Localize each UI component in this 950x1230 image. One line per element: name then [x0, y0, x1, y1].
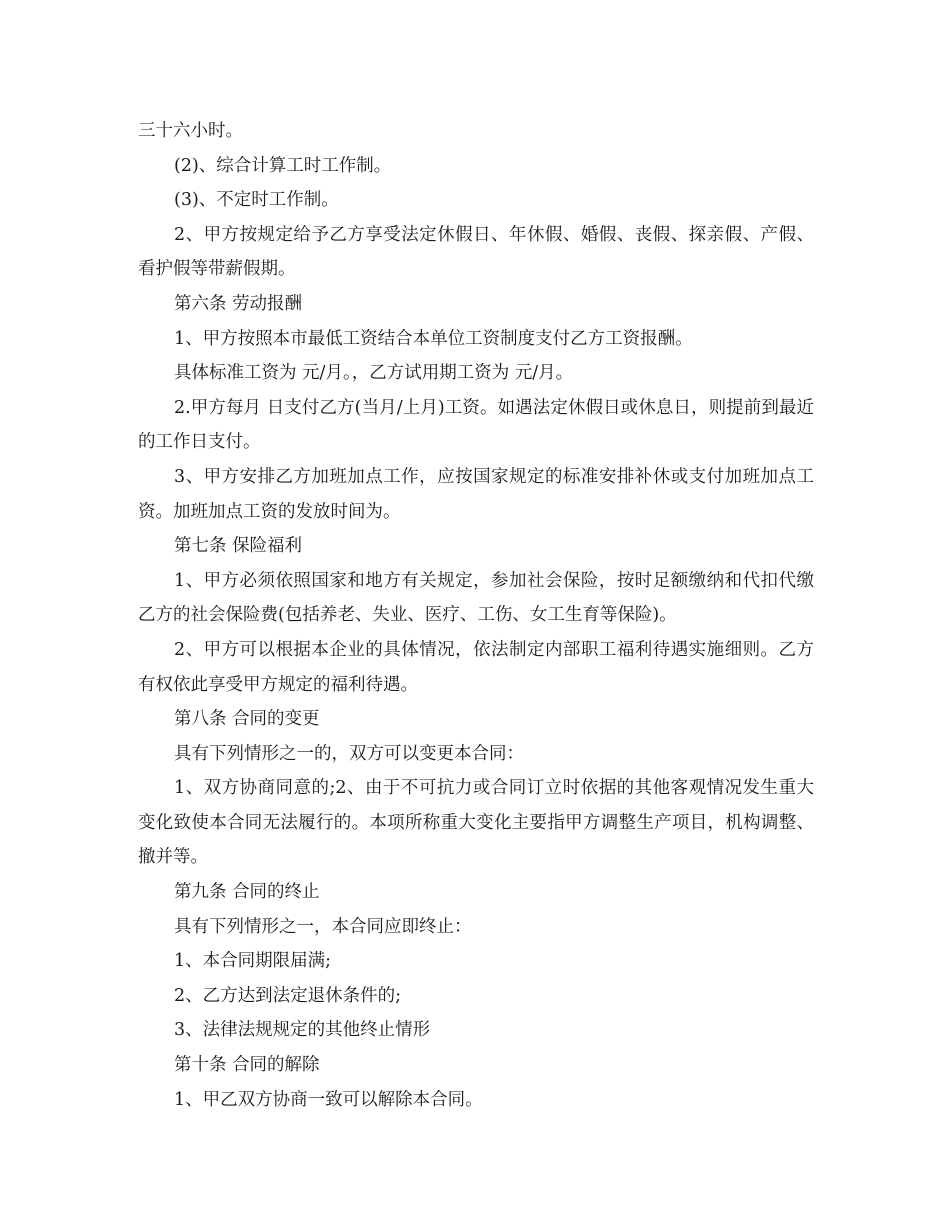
paragraph-item: (3)、不定时工作制。 [174, 190, 339, 211]
section-heading: 第七条 保险福利 [174, 536, 303, 557]
paragraph-item: 3、法律法规规定的其他终止情形 [174, 1020, 431, 1041]
paragraph-item: 3、甲方安排乙方加班加点工作，应按国家规定的标准安排补休或支付加班加点工资。加班加点工资的发放时间为。 [138, 466, 814, 522]
paragraph-item: 1、甲乙双方协商一致可以解除本合同。 [174, 1089, 483, 1110]
paragraph-item: 2.甲方每月 日支付乙方(当月/上月)工资。如遇法定休假日或休息日，则提前到最近的工作日支付。 [138, 397, 814, 453]
paragraph-continuation: 三十六小时。 [138, 121, 243, 141]
document-body [138, 114, 814, 1117]
section-heading: 第六条 劳动报酬 [174, 293, 303, 314]
paragraph-item: 具有下列情形之一，本合同应即终止： [174, 916, 472, 937]
paragraph-item: 具体标准工资为 元/月。，乙方试用期工资为 元/月。 [174, 363, 574, 384]
paragraph-item: 1、本合同期限届满; [174, 951, 332, 972]
paragraph-item: (2)、综合计算工时工作制。 [174, 155, 392, 176]
paragraph-item: 具有下列情形之一的，双方可以变更本合同： [174, 743, 524, 764]
section-heading: 第十条 合同的解除 [174, 1055, 320, 1076]
section-heading: 第八条 合同的变更 [174, 709, 320, 730]
paragraph-item: 2、乙方达到法定退休条件的; [174, 985, 402, 1006]
paragraph-item: 1、甲方按照本市最低工资结合本单位工资制度支付乙方工资报酬。 [174, 328, 693, 349]
paragraph-item: 2、甲方可以根据本企业的具体情况，依法制定内部职工福利待遇实施细则。乙方有权依此享受甲方规定的福利待遇。 [138, 639, 814, 695]
paragraph-item: 1、甲方必须依照国家和地方有关规定，参加社会保险，按时足额缴纳和代扣代缴乙方的社会保险费(包括养老、失业、医疗、工伤、女工生育等保险)。 [138, 570, 814, 626]
paragraph-item: 1、双方协商同意的;2、由于不可抗力或合同订立时依据的其他客观情况发生重大变化致使本合同无法履行的。本项所称重大变化主要指甲方调整生产项目，机构调整、撤并等。 [138, 778, 814, 868]
paragraph-item: 2、甲方按规定给予乙方享受法定休假日、年休假、婚假、丧假、探亲假、产假、看护假等带薪假期。 [138, 224, 814, 280]
section-heading: 第九条 合同的终止 [174, 882, 320, 903]
